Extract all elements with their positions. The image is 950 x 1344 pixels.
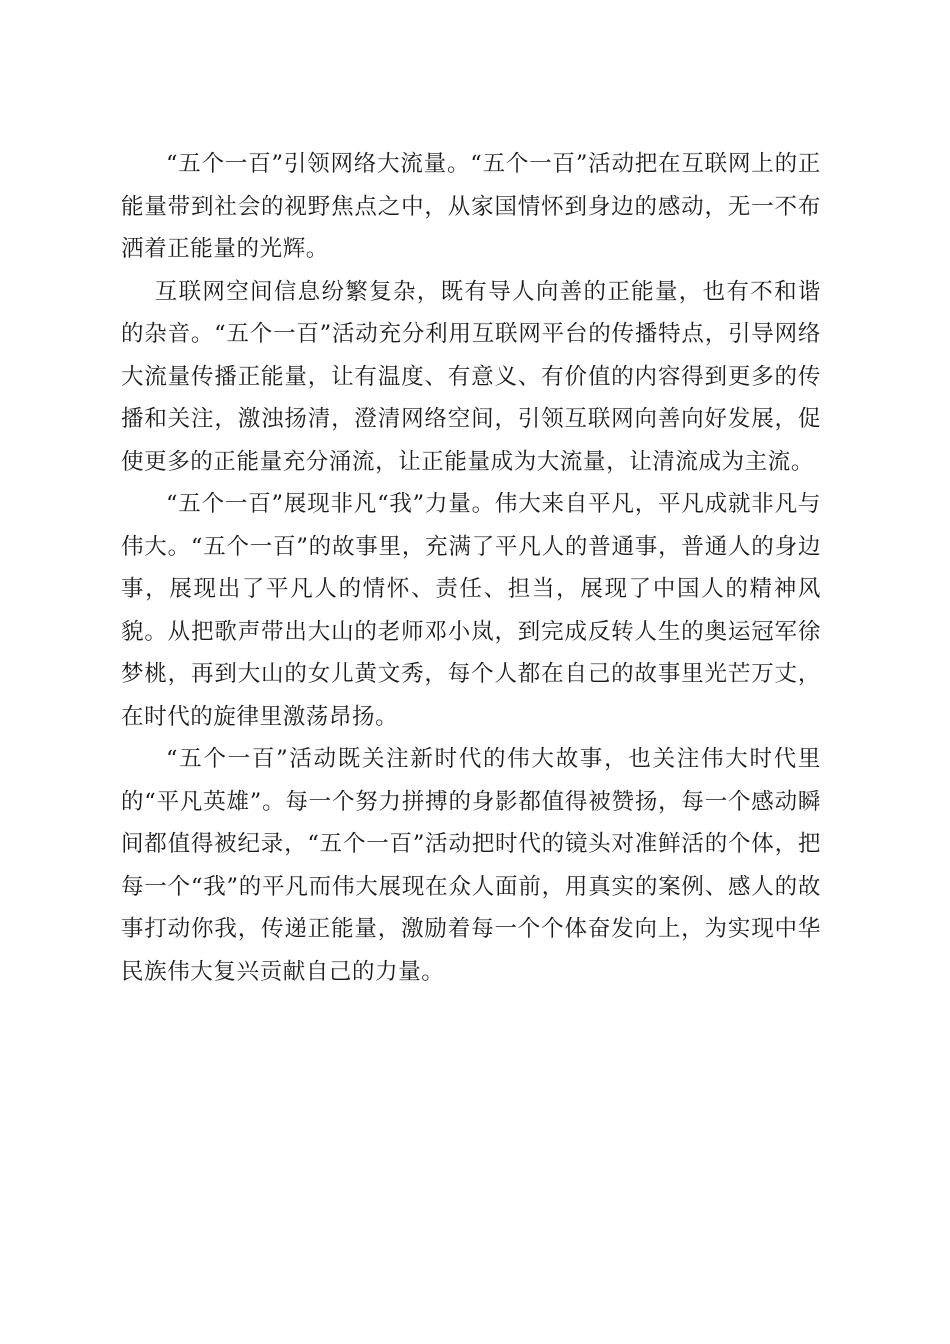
paragraph-4: “五个一百”活动既关注新时代的伟大故事，也关注伟大时代里的“平凡英雄”。每一个努力拼搏的身影都值得被赞扬，每一个感动瞬间都值得被纪录，“五个一百”活动把时代的镜头对准鲜活的个体，把每一个“我”的平凡而伟大展现在众人面前，用真实的案例、感人的故事打动你我，传递正能量，激励着每一个个体奋发向上，为实现中华民族伟大复兴贡献自己的力量。: [121, 746, 821, 985]
paragraph-2: 互联网空间信息纷繁复杂，既有导人向善的正能量，也有不和谐的杂音。“五个一百”活动充分利用互联网平台的传播特点，引导网络大流量传播正能量，让有温度、有意义、有价值的内容得到更多的传播和关注，激浊扬清，澄清网络空间，引领互联网向善向好发展，促使更多的正能量充分涌流，让正能量成为大流量，让清流成为主流。: [121, 278, 821, 475]
paragraph-1: “五个一百”引领网络大流量。“五个一百”活动把在互联网上的正能量带到社会的视野焦点之中，从家国情怀到身边的感动，无一不布洒着正能量的光辉。: [121, 151, 821, 262]
article-body: [121, 143, 821, 993]
paragraph-3: “五个一百”展现非凡“我”力量。伟大来自平凡，平凡成就非凡与伟大。“五个一百”的故事里，充满了平凡人的普通事，普通人的身边事，展现出了平凡人的情怀、责任、担当，展现了中国人的精神风貌。从把歌声带出大山的老师邓小岚，到完成反转人生的奥运冠军徐梦桃，再到大山的女儿黄文秀，每个人都在自己的故事里光芒万丈，在时代的旋律里激荡昂扬。: [121, 491, 821, 730]
